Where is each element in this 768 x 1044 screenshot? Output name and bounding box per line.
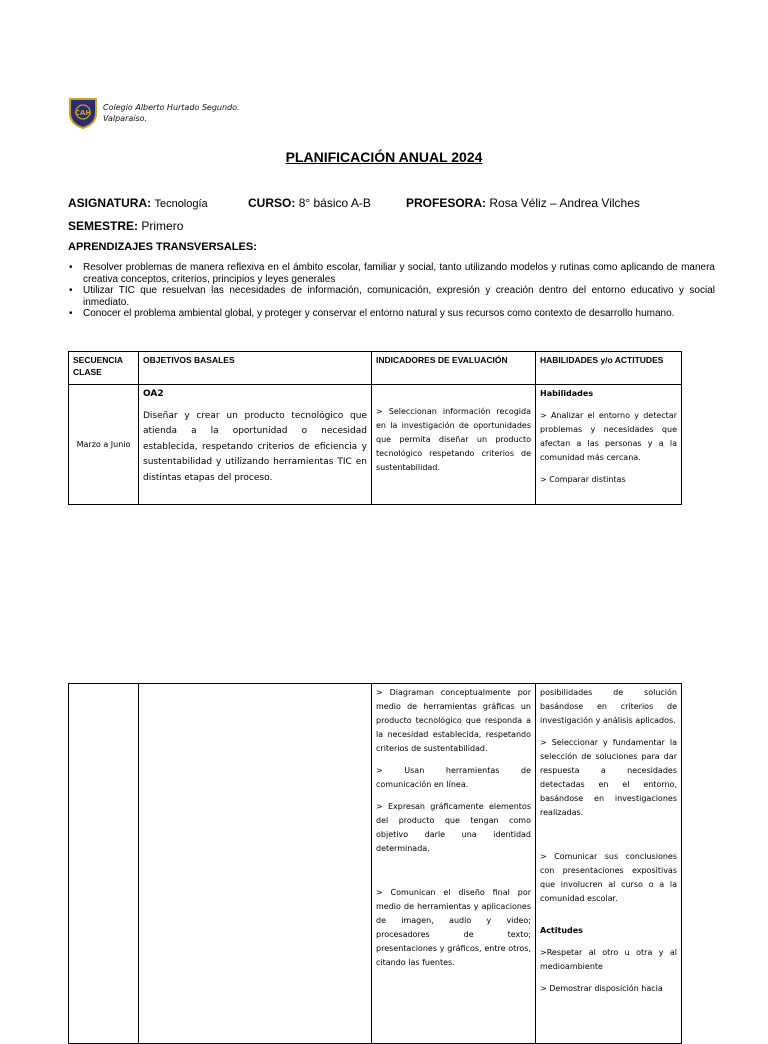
planning-table	[68, 351, 682, 505]
school-city: Valparaíso.	[103, 114, 148, 123]
header-habilidades: HABILIDADES y/o ACTITUDES	[536, 352, 682, 385]
curso-value: 8° básico A-B	[298, 196, 371, 210]
table-row	[69, 684, 682, 1044]
school-name-block	[103, 102, 240, 124]
indicador-item: > Expresan gráficamente elementos del producto que tengan como objetivo darle una identidad determinada.	[376, 802, 531, 853]
school-crest-icon	[68, 97, 98, 129]
indicador-text: > Seleccionan información recogida en la investigación de oportunidades que permita diseñar un producto tecnológico respetando criterios de sustentabilidad.	[376, 407, 531, 472]
planning-table-continued	[68, 683, 682, 1044]
asignatura-value: Tecnología	[154, 198, 208, 210]
curso-field	[248, 196, 371, 210]
habilidades-cell	[536, 385, 682, 505]
profesora-value: Rosa Véliz – Andrea Vilches	[489, 196, 640, 210]
header-indicadores: INDICADORES DE EVALUACIÓN	[372, 352, 536, 385]
curso-label: CURSO:	[248, 196, 296, 210]
indicador-item: > Comunican el diseño final por medio de herramientas y aplicaciones de imagen, audio y video; procesadores de texto; presentaciones y gráficos, entre otros, citando las fuentes.	[376, 888, 531, 967]
indicadores-cell	[372, 684, 536, 1044]
semestre-label: SEMESTRE:	[68, 219, 139, 233]
actitud-item: > Demostrar disposición hacia	[540, 984, 663, 993]
list-item: • Resolver problemas de manera reflexiva en el ámbito escolar, familiar y social, tanto utilizando modelos y rutinas como aplicando de manera creativa conceptos, criterios, principios y leyes generales	[83, 262, 715, 285]
habilidades-subtitle: Habilidades	[540, 389, 594, 398]
indicador-cell	[372, 385, 536, 505]
secuencia-cell-empty	[69, 684, 139, 1044]
crest-letters: CAH	[74, 109, 92, 117]
profesora-field	[406, 196, 640, 210]
indicador-item: > Diagraman conceptualmente por medio de herramientas gráficas un producto tecnológico que responda a la necesidad establecida, respetando criterios de sustentabilidad.	[376, 688, 531, 753]
table-header-row	[69, 352, 682, 385]
header-objetivos: OBJETIVOS BASALES	[139, 352, 372, 385]
transversales-title: APRENDIZAJES TRANSVERSALES:	[68, 241, 257, 253]
profesora-label: PROFESORA:	[406, 196, 487, 210]
habilidad-item: > Seleccionar y fundamentar la selección de soluciones para dar respuesta a necesidades detectadas en el entorno, basándose en investigaciones realizadas.	[540, 738, 677, 817]
habilidades-cell	[536, 684, 682, 1044]
habilidad-item: > Comparar distintas	[540, 475, 626, 484]
objetivo-text: Diseñar y crear un producto tecnológico que atienda a la oportunidad o necesidad establecida, respetando criterios de eficiencia y sustentabilidad y utilizando herramientas TIC en distintas etapas del proceso.	[143, 410, 367, 483]
habilidad-item: posibilidades de solución basándose en criterios de investigación y análisis aplicados.	[540, 688, 677, 725]
actitudes-subtitle: Actitudes	[540, 926, 583, 935]
secuencia-cell: Marzo a Junio	[69, 385, 139, 505]
school-name: Colegio Alberto Hurtado Segundo.	[103, 103, 240, 112]
list-item: • Utilizar TIC que resuelvan las necesidades de información, comunicación, expresión y creación dentro del entorno educativo y social inmediato.	[83, 285, 715, 308]
semestre-value: Primero	[141, 219, 184, 233]
objetivo-cell-empty	[139, 684, 372, 1044]
transversales-list	[68, 262, 715, 320]
habilidad-item: > Analizar el entorno y detectar problemas y necesidades que afectan a las personas y a la comunidad más cercana.	[540, 411, 677, 462]
actitud-item: >Respetar al otro u otra y al medioambiente	[540, 948, 677, 971]
school-header	[68, 96, 240, 130]
asignatura-label: ASIGNATURA:	[68, 196, 152, 210]
oa-code: OA2	[143, 389, 164, 399]
page-title: PLANIFICACIÓN ANUAL 2024	[285, 149, 483, 165]
table-row	[69, 385, 682, 505]
habilidad-item: > Comunicar sus conclusiones con presentaciones expositivas que involucren al curso o a la comunidad escolar.	[540, 852, 677, 903]
indicador-item: > Usan herramientas de comunicación en línea.	[376, 766, 531, 789]
semestre-field	[68, 219, 183, 233]
asignatura-field	[68, 196, 208, 210]
objetivo-cell	[139, 385, 372, 505]
list-item: • Conocer el problema ambiental global, y proteger y conservar el entorno natural y sus recursos como contexto de desarrollo humano.	[83, 308, 715, 320]
header-secuencia: SECUENCIA CLASE	[69, 352, 139, 385]
